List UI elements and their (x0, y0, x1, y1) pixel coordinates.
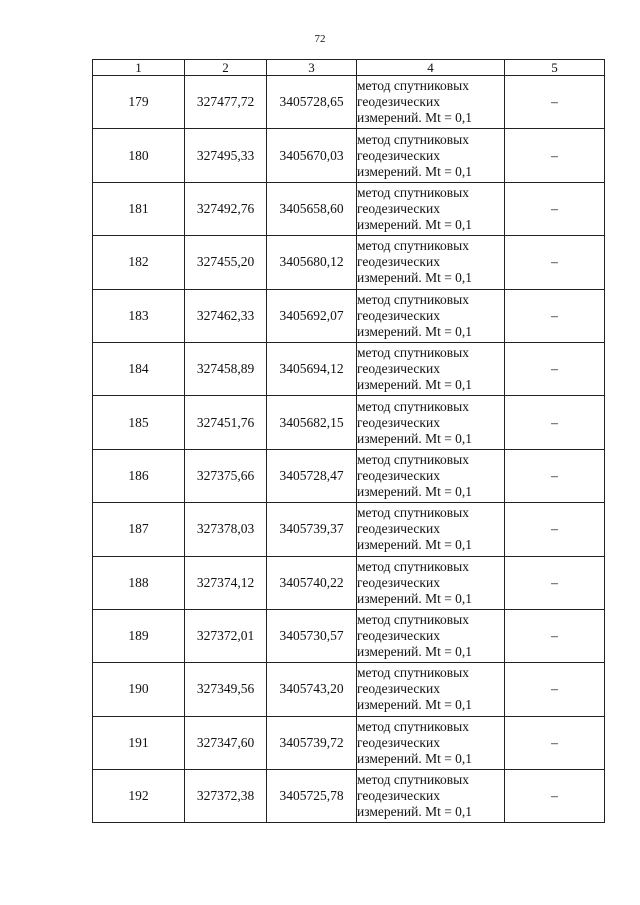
method-line: метод спутниковых (357, 131, 469, 147)
y-coordinate-cell: 3405743,20 (267, 663, 357, 716)
method-cell (357, 609, 505, 662)
table-row (93, 449, 605, 502)
method-line: измерений. Mt = 0,1 (357, 537, 473, 553)
error-cell: – (505, 770, 605, 823)
point-number-cell: 189 (93, 609, 185, 662)
point-number-cell: 192 (93, 770, 185, 823)
method-cell (357, 76, 505, 129)
method-line: геодезических (357, 681, 440, 697)
method-cell (357, 716, 505, 769)
y-coordinate-cell: 3405740,22 (267, 556, 357, 609)
y-coordinate-cell: 3405658,60 (267, 182, 357, 235)
method-line: метод спутниковых (357, 558, 469, 574)
method-line: измерений. Mt = 0,1 (357, 750, 473, 766)
method-line: геодезических (357, 521, 440, 537)
error-cell: – (505, 76, 605, 129)
point-number-cell: 183 (93, 289, 185, 342)
method-cell (357, 396, 505, 449)
method-line: геодезических (357, 254, 440, 270)
method-line: измерений. Mt = 0,1 (357, 110, 473, 126)
method-line: метод спутниковых (357, 78, 469, 94)
x-coordinate-cell: 327462,33 (185, 289, 267, 342)
y-coordinate-cell: 3405682,15 (267, 396, 357, 449)
table-row (93, 503, 605, 556)
x-coordinate-cell: 327492,76 (185, 182, 267, 235)
x-coordinate-cell: 327495,33 (185, 129, 267, 182)
table-row (93, 609, 605, 662)
method-line: метод спутниковых (357, 345, 469, 361)
error-cell: – (505, 129, 605, 182)
method-line: геодезических (357, 788, 440, 804)
error-cell: – (505, 289, 605, 342)
x-coordinate-cell: 327458,89 (185, 342, 267, 395)
x-coordinate-cell: 327477,72 (185, 76, 267, 129)
method-line: измерений. Mt = 0,1 (357, 163, 473, 179)
error-cell: – (505, 609, 605, 662)
x-coordinate-cell: 327451,76 (185, 396, 267, 449)
table-row (93, 236, 605, 289)
point-number-cell: 188 (93, 556, 185, 609)
method-line: геодезических (357, 94, 440, 110)
method-cell (357, 556, 505, 609)
error-cell: – (505, 449, 605, 502)
x-coordinate-cell: 327374,12 (185, 556, 267, 609)
y-coordinate-cell: 3405728,47 (267, 449, 357, 502)
point-number-cell: 186 (93, 449, 185, 502)
page-number: 72 (314, 33, 326, 45)
method-line: геодезических (357, 574, 440, 590)
table-row (93, 342, 605, 395)
x-coordinate-cell: 327378,03 (185, 503, 267, 556)
error-cell: – (505, 503, 605, 556)
method-line: метод спутниковых (357, 238, 469, 254)
y-coordinate-cell: 3405739,72 (267, 716, 357, 769)
error-cell: – (505, 342, 605, 395)
table-row (93, 663, 605, 716)
method-cell (357, 342, 505, 395)
point-number-cell: 182 (93, 236, 185, 289)
y-coordinate-cell: 3405670,03 (267, 129, 357, 182)
point-number-cell: 185 (93, 396, 185, 449)
y-coordinate-cell: 3405694,12 (267, 342, 357, 395)
method-line: измерений. Mt = 0,1 (357, 323, 473, 339)
y-coordinate-cell: 3405728,65 (267, 76, 357, 129)
method-cell (357, 770, 505, 823)
point-number-cell: 190 (93, 663, 185, 716)
method-cell (357, 503, 505, 556)
method-cell (357, 182, 505, 235)
y-coordinate-cell: 3405692,07 (267, 289, 357, 342)
method-line: геодезических (357, 147, 440, 163)
method-line: измерений. Mt = 0,1 (357, 216, 473, 232)
point-number-cell: 184 (93, 342, 185, 395)
method-line: метод спутниковых (357, 718, 469, 734)
method-cell (357, 129, 505, 182)
method-cell (357, 289, 505, 342)
table-row (93, 396, 605, 449)
method-line: измерений. Mt = 0,1 (357, 590, 473, 606)
method-line: метод спутниковых (357, 772, 469, 788)
method-cell (357, 449, 505, 502)
table-row (93, 289, 605, 342)
point-number-cell: 191 (93, 716, 185, 769)
method-line: метод спутниковых (357, 291, 469, 307)
y-coordinate-cell: 3405725,78 (267, 770, 357, 823)
method-line: метод спутниковых (357, 612, 469, 628)
point-number-cell: 179 (93, 76, 185, 129)
method-cell (357, 663, 505, 716)
header-col-3: 3 (267, 60, 357, 76)
method-line: измерений. Mt = 0,1 (357, 483, 473, 499)
error-cell: – (505, 556, 605, 609)
point-number-cell: 181 (93, 182, 185, 235)
x-coordinate-cell: 327347,60 (185, 716, 267, 769)
method-line: метод спутниковых (357, 665, 469, 681)
header-col-4: 4 (357, 60, 505, 76)
method-line: метод спутниковых (357, 505, 469, 521)
method-line: геодезических (357, 361, 440, 377)
method-cell (357, 236, 505, 289)
y-coordinate-cell: 3405730,57 (267, 609, 357, 662)
header-col-5: 5 (505, 60, 605, 76)
method-line: измерений. Mt = 0,1 (357, 270, 473, 286)
table-row (93, 129, 605, 182)
header-col-2: 2 (185, 60, 267, 76)
method-line: метод спутниковых (357, 184, 469, 200)
x-coordinate-cell: 327375,66 (185, 449, 267, 502)
error-cell: – (505, 182, 605, 235)
method-line: измерений. Mt = 0,1 (357, 804, 473, 820)
x-coordinate-cell: 327372,38 (185, 770, 267, 823)
table-header-row (93, 60, 605, 76)
coordinates-table (92, 59, 605, 823)
method-line: геодезических (357, 467, 440, 483)
table-row (93, 182, 605, 235)
method-line: геодезических (357, 414, 440, 430)
y-coordinate-cell: 3405739,37 (267, 503, 357, 556)
method-line: геодезических (357, 200, 440, 216)
method-line: метод спутниковых (357, 398, 469, 414)
method-line: геодезических (357, 628, 440, 644)
table-row (93, 716, 605, 769)
method-line: геодезических (357, 734, 440, 750)
error-cell: – (505, 236, 605, 289)
method-line: метод спутниковых (357, 451, 469, 467)
method-line: измерений. Mt = 0,1 (357, 644, 473, 660)
y-coordinate-cell: 3405680,12 (267, 236, 357, 289)
method-line: измерений. Mt = 0,1 (357, 377, 473, 393)
x-coordinate-cell: 327455,20 (185, 236, 267, 289)
table-row (93, 76, 605, 129)
point-number-cell: 180 (93, 129, 185, 182)
error-cell: – (505, 663, 605, 716)
method-line: геодезических (357, 307, 440, 323)
header-col-1: 1 (93, 60, 185, 76)
method-line: измерений. Mt = 0,1 (357, 697, 473, 713)
point-number-cell: 187 (93, 503, 185, 556)
table-row (93, 556, 605, 609)
error-cell: – (505, 396, 605, 449)
x-coordinate-cell: 327372,01 (185, 609, 267, 662)
table-row (93, 770, 605, 823)
error-cell: – (505, 716, 605, 769)
x-coordinate-cell: 327349,56 (185, 663, 267, 716)
method-line: измерений. Mt = 0,1 (357, 430, 473, 446)
